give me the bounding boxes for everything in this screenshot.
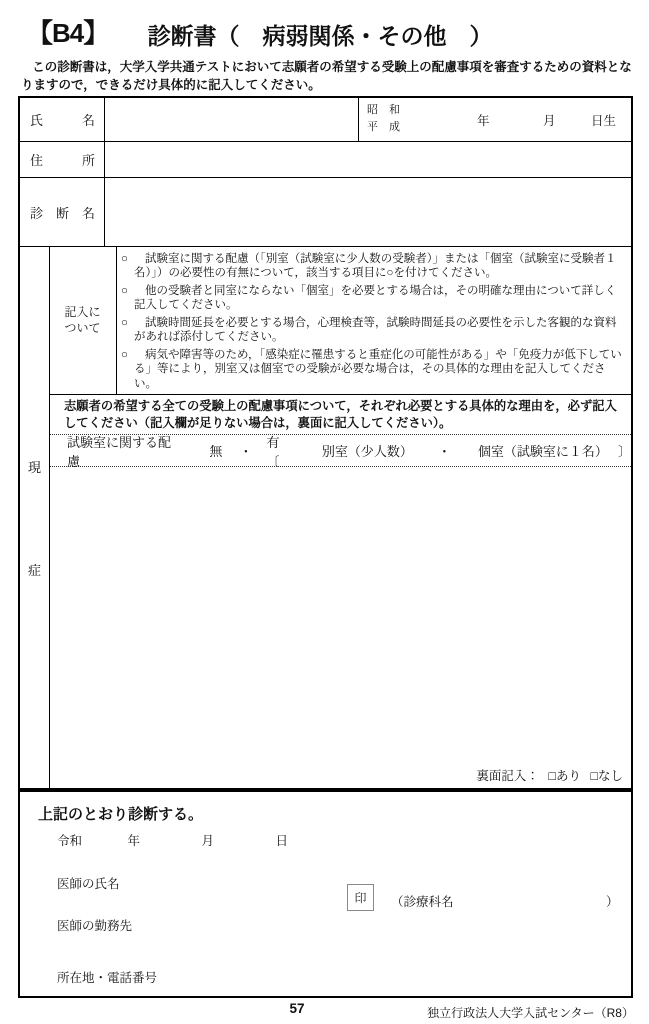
address-row (20, 142, 631, 178)
name-label: 氏 名 (20, 98, 105, 141)
circle-bullet-icon: ○ (121, 316, 128, 329)
note-text: 他の受験者と同室にならない「個室」を必要とする場合は，その明確な理由について詳しく記入してください。 (134, 284, 617, 312)
note-text: 試験時間延長を必要とする場合，心理検査等，試験時間延長の必要性を示した客観的な資料があれば添付してください。 (134, 316, 617, 344)
era-showa[interactable]: 昭 和 (367, 104, 400, 116)
filling-notes-label: 記入について (64, 304, 101, 335)
symptoms-label-char-1: 現 (27, 459, 41, 475)
note-item (121, 316, 625, 345)
location-phone-field[interactable]: 所在地・電話番号 (57, 971, 158, 985)
certification-section (18, 790, 633, 998)
note-item (121, 252, 625, 281)
filling-notes-list (117, 247, 631, 394)
note-text: 試験室に関する配慮（「別室（試験室に少人数の受験者）」または「個室（試験室に受験者１名）」）の必要性の有無について，該当する項目に○を付けてください。 (134, 253, 617, 280)
diagnosis-form-table (18, 96, 633, 790)
seal-stamp-box[interactable]: 印 (347, 884, 374, 911)
format-tag: 【B4】 (27, 18, 109, 48)
name-input-area[interactable] (105, 98, 358, 141)
department-field[interactable]: （診療科名 (391, 895, 454, 909)
doctor-name-field[interactable]: 医師の氏名 (57, 877, 120, 891)
address-label: 住 所 (20, 142, 105, 177)
date-year-label: 年 (127, 834, 141, 848)
certification-heading: 上記のとおり診断する。 (38, 806, 204, 823)
birth-year-label: 年 (477, 114, 490, 128)
diagnosis-input-area[interactable] (105, 178, 631, 246)
option-separator: ・ (437, 444, 451, 459)
era-options[interactable] (367, 102, 400, 135)
page-title: 診断書（ 病弱関係・その他 ） (147, 23, 493, 49)
symptoms-input-area[interactable] (50, 467, 631, 788)
era-heisei[interactable]: 平 成 (367, 120, 400, 133)
diagnosis-label: 診 断 名 (20, 178, 105, 246)
circle-bullet-icon: ○ (121, 284, 128, 297)
note-item (121, 284, 625, 313)
option-private-room[interactable]: 個室（試験室に１名） (477, 444, 608, 459)
back-side-note (476, 766, 623, 784)
filling-notes-row (50, 247, 631, 395)
bracket-close: 〕 (617, 444, 631, 459)
department-close-paren: ） (606, 895, 619, 909)
current-symptoms-main (50, 247, 631, 788)
date-input-line[interactable] (57, 831, 288, 849)
note-text: 病気や障害等のため，「感染症に罹患すると重症化の可能性がある」や「免疫力が低下している」等により，別室又は個室での受験が必要な場合は，その具体的な理由を記入してください。 (134, 348, 622, 390)
birth-month-label: 月 (543, 114, 556, 128)
doctor-workplace-field[interactable]: 医師の勤務先 (57, 919, 133, 933)
intro-text: この診断書は，大学入学共通テストにおいて志願者の希望する受験上の配慮事項を審査するための資料となりますので，できるだけ具体的に記入してください。 (21, 60, 632, 92)
publisher-credit: 独立行政法人大学入試センター（R8） (427, 1006, 634, 1020)
back-side-label: 裏面記入： (476, 769, 539, 783)
circle-bullet-icon: ○ (121, 253, 128, 265)
note-item (121, 348, 625, 391)
exam-room-accommodation-row (50, 435, 631, 467)
name-row (20, 98, 631, 142)
date-day-label: 日 (275, 834, 289, 848)
date-era-label: 令和 (57, 834, 83, 848)
current-symptoms-section (20, 247, 631, 788)
mandatory-instruction: 志願者の希望する全ての受験上の配慮事項について，それぞれ必要とする具体的な理由を，必ず記入してください（記入欄が足りない場合は，裏面に記入してください）。 (50, 395, 631, 435)
diagnosis-row (20, 178, 631, 247)
exam-room-label: 試験室に関する配慮 (67, 434, 172, 469)
option-separator: ・ (239, 444, 253, 459)
current-symptoms-vertical-label (20, 247, 50, 788)
page-number: 57 (289, 1001, 305, 1016)
option-has[interactable]: 有〔 (266, 434, 280, 469)
address-input-area[interactable] (105, 142, 631, 177)
filling-notes-label-cell (50, 247, 117, 394)
option-none[interactable]: 無 (209, 444, 223, 459)
circle-bullet-icon: ○ (121, 348, 128, 361)
checkbox-back-yes[interactable]: □あり (548, 769, 581, 783)
birth-day-label: 日生 (591, 114, 617, 128)
date-month-label: 月 (201, 834, 215, 848)
checkbox-back-no[interactable]: □なし (590, 769, 623, 783)
option-separate-room[interactable]: 別室（少人数） (321, 444, 413, 459)
symptoms-label-char-2: 症 (27, 562, 41, 578)
birthdate-cell[interactable] (358, 98, 631, 141)
